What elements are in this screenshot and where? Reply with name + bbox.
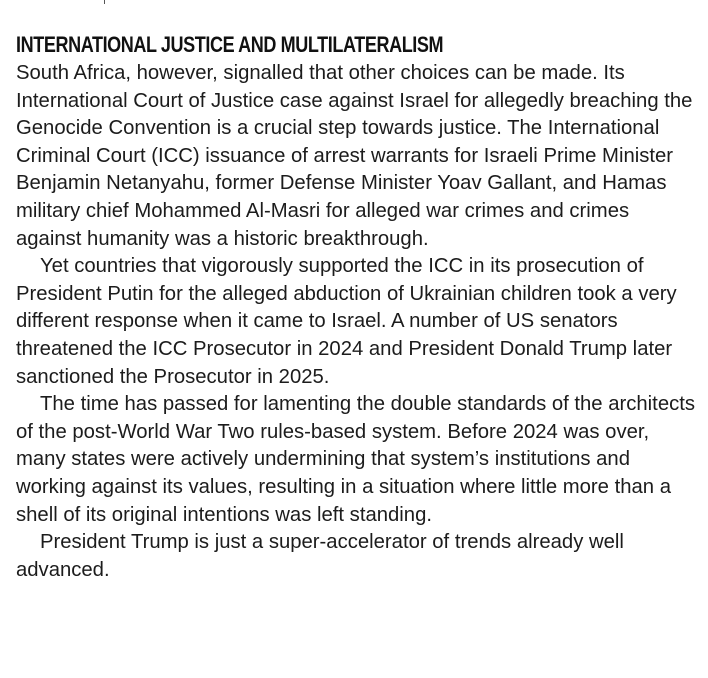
- page-edge-mark: [104, 0, 105, 4]
- paragraph-2: Yet countries that vigorously supported the ICC in its prosecution of President Putin for the alleged abduction of Ukrainian children took a very different response when it came to Israel. A number of US senators threatened the ICC Prosecutor in 2024 and President Donald Trump later sanctioned the Prosecutor in 2025.: [16, 255, 677, 388]
- section-heading: INTERNATIONAL JUSTICE AND MULTILATERALISM: [16, 32, 444, 57]
- paragraph-3: The time has passed for lamenting the double standards of the architects of the post-World War Two rules-based system. Before 2024 was over, many states were actively undermining that system’s institutions and working against its values, resulting in a situation where little more than a shell of its original intentions was left standing.: [16, 393, 696, 526]
- paragraph-4: President Trump is just a super-accelerator of trends already well advanced.: [16, 531, 624, 581]
- document-body: [16, 30, 696, 584]
- paragraph-1: South Africa, however, signalled that other choices can be made. Its International Court of Justice case against Israel for allegedly breaching the Genocide Convention is a crucial step towards justice. The International Criminal Court (ICC) issuance of arrest warrants for Israeli Prime Minister Benjamin Netanyahu, former Defense Minister Yoav Gallant, and Hamas military chief Mohammed Al-Masri for alleged war crimes and crimes against humanity was a historic breakthrough.: [16, 62, 693, 250]
